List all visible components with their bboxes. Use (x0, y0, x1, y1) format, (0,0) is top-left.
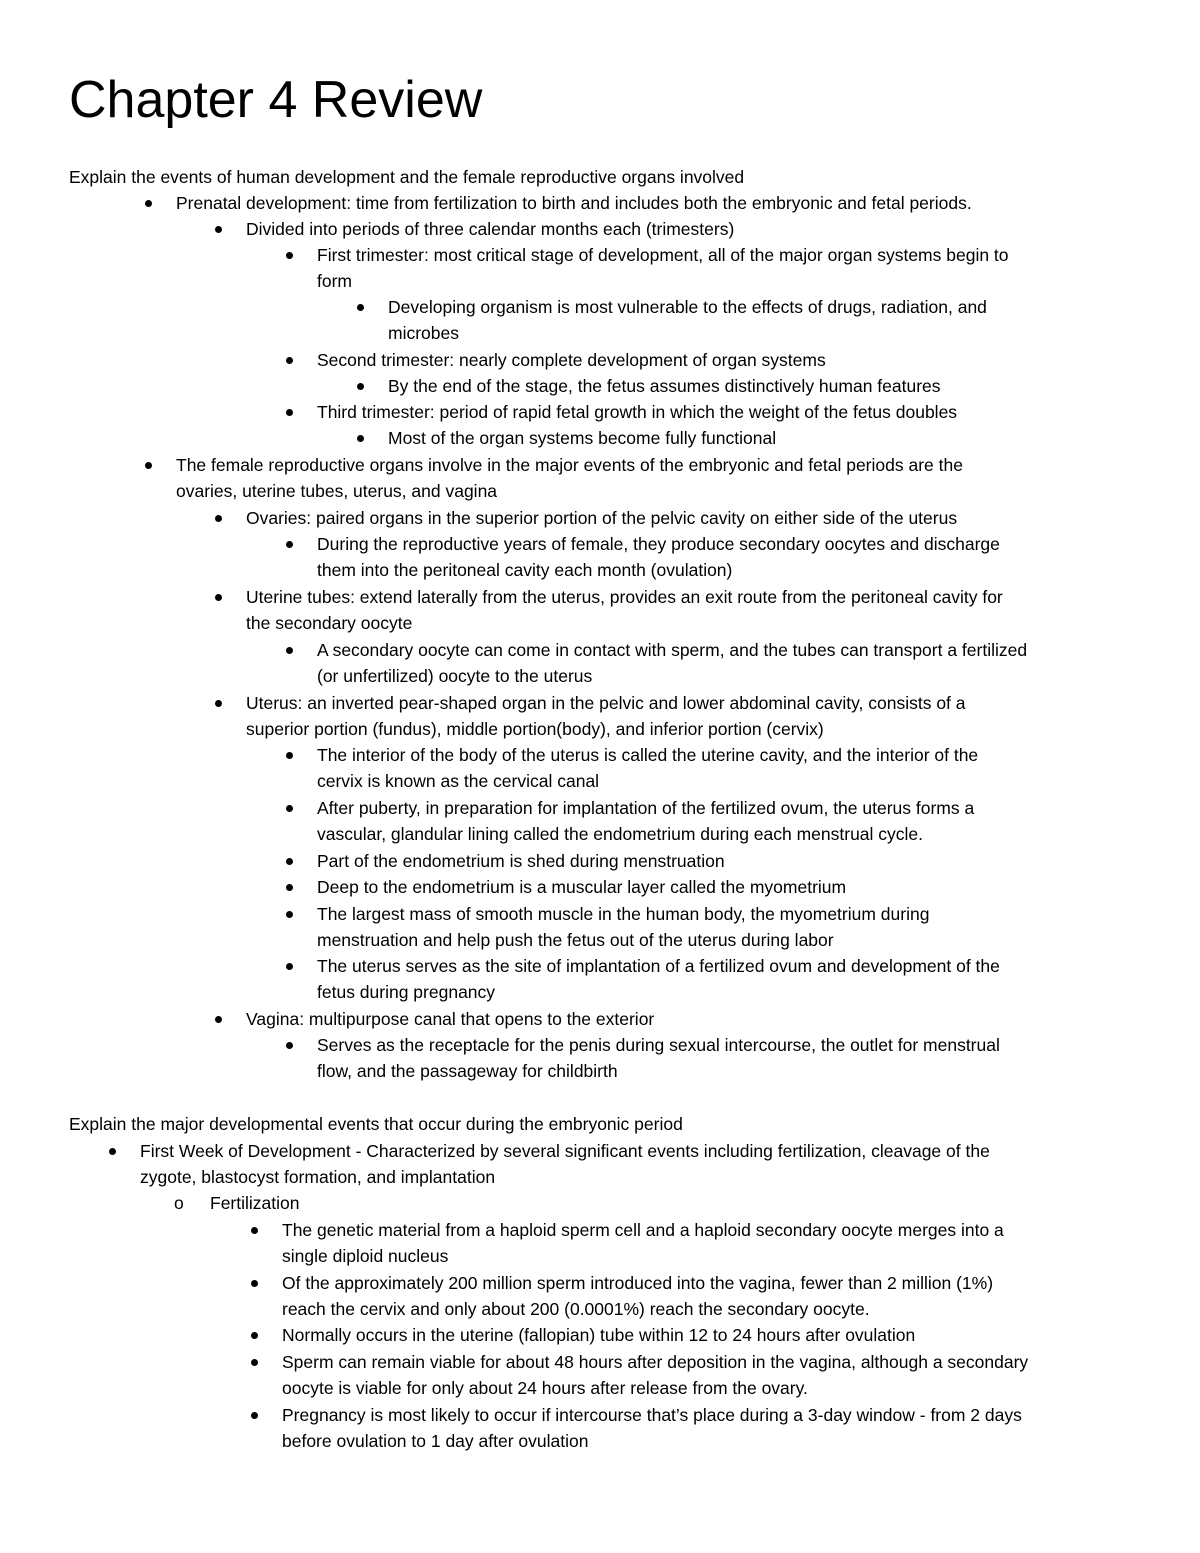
document-line: Normally occurs in the uterine (fallopian) tube within 12 to 24 hours after ovulation (282, 1325, 916, 1345)
document-line: fetus during pregnancy (317, 982, 496, 1002)
bullet-icon (251, 1359, 258, 1366)
document-line: ovaries, uterine tubes, uterus, and vagina (176, 481, 498, 501)
bullet-icon (215, 700, 222, 707)
bullet-icon (251, 1227, 258, 1234)
document-line: flow, and the passageway for childbirth (317, 1061, 618, 1081)
document-line: vascular, glandular lining called the endometrium during each menstrual cycle. (317, 824, 924, 844)
document-line: (or unfertilized) oocyte to the uterus (317, 666, 593, 686)
bullet-icon (286, 541, 293, 548)
bullet-icon (145, 200, 152, 207)
document-line: The largest mass of smooth muscle in the human body, the myometrium during (317, 904, 930, 924)
bullet-icon (286, 409, 293, 416)
bullet-icon (286, 357, 293, 364)
document-line: menstruation and help push the fetus out of the uterus during labor (317, 930, 834, 950)
document-line: Pregnancy is most likely to occur if intercourse that’s place during a 3-day window - from 2 days (282, 1405, 1022, 1425)
document-line: Deep to the endometrium is a muscular layer called the myometrium (317, 877, 847, 897)
document-line: Serves as the receptacle for the penis during sexual intercourse, the outlet for menstrual (317, 1035, 1000, 1055)
document-line: During the reproductive years of female, they produce secondary oocytes and discharge (317, 534, 1000, 554)
bullet-icon (109, 1148, 116, 1155)
document-line: before ovulation to 1 day after ovulation (282, 1431, 589, 1451)
bullet-icon (251, 1280, 258, 1287)
hollow-bullet-icon: o (174, 1193, 184, 1213)
document-line: Explain the events of human development and the female reproductive organs involved (69, 167, 745, 187)
document-line: Divided into periods of three calendar months each (trimesters) (246, 219, 735, 239)
document-line: the secondary oocyte (246, 613, 413, 633)
document-line: A secondary oocyte can come in contact with sperm, and the tubes can transport a fertilized (317, 640, 1028, 660)
document-line: The genetic material from a haploid sperm cell and a haploid secondary oocyte merges into a (282, 1220, 1004, 1240)
bullet-icon (215, 515, 222, 522)
bullet-icon (357, 383, 364, 390)
bullet-icon (251, 1412, 258, 1419)
bullet-icon (286, 647, 293, 654)
bullet-icon (215, 226, 222, 233)
document-line: Uterus: an inverted pear-shaped organ in the pelvic and lower abdominal cavity, consists of a (246, 693, 966, 713)
document-line: Fertilization (210, 1193, 300, 1213)
document-line: single diploid nucleus (282, 1246, 449, 1266)
document-line: superior portion (fundus), middle portion(body), and inferior portion (cervix) (246, 719, 824, 739)
bullet-icon (251, 1332, 258, 1339)
document-line: The female reproductive organs involve in the major events of the embryonic and fetal periods are the (176, 455, 963, 475)
document-line: First Week of Development - Characterized by several significant events including fertilization, cleavage of the (140, 1141, 990, 1161)
bullet-icon (215, 1016, 222, 1023)
document-line: By the end of the stage, the fetus assumes distinctively human features (388, 376, 941, 396)
document-line: Prenatal development: time from fertilization to birth and includes both the embryonic and fetal periods. (176, 193, 972, 213)
document-line: Vagina: multipurpose canal that opens to the exterior (246, 1009, 655, 1029)
document-line: them into the peritoneal cavity each month (ovulation) (317, 560, 733, 580)
document-line: Uterine tubes: extend laterally from the uterus, provides an exit route from the peritoneal cavity for (246, 587, 1003, 607)
document-line: Ovaries: paired organs in the superior portion of the pelvic cavity on either side of the uterus (246, 508, 958, 528)
document-line: Most of the organ systems become fully functional (388, 428, 777, 448)
document-line: Second trimester: nearly complete development of organ systems (317, 350, 826, 370)
document-line: The interior of the body of the uterus is called the uterine cavity, and the interior of the (317, 745, 979, 765)
document-line: After puberty, in preparation for implantation of the fertilized ovum, the uterus forms a (317, 798, 975, 818)
document-line: oocyte is viable for only about 24 hours after release from the ovary. (282, 1378, 808, 1398)
document-line: cervix is known as the cervical canal (317, 771, 600, 791)
bullet-icon (286, 858, 293, 865)
bullet-icon (286, 884, 293, 891)
page-title: Chapter 4 Review (69, 71, 483, 129)
document-line: form (317, 271, 352, 291)
bullet-icon (286, 252, 293, 259)
bullet-icon (357, 304, 364, 311)
document-line: Of the approximately 200 million sperm introduced into the vagina, fewer than 2 million (1%) (282, 1273, 994, 1293)
document-line: Sperm can remain viable for about 48 hours after deposition in the vagina, although a secondary (282, 1352, 1029, 1372)
document-line: Third trimester: period of rapid fetal growth in which the weight of the fetus doubles (317, 402, 958, 422)
document-line: microbes (388, 323, 459, 343)
document-line: reach the cervix and only about 200 (0.0001%) reach the secondary oocyte. (282, 1299, 870, 1319)
document-line: The uterus serves as the site of implantation of a fertilized ovum and development of the (317, 956, 1000, 976)
bullet-icon (286, 752, 293, 759)
document-line: Part of the endometrium is shed during menstruation (317, 851, 725, 871)
bullet-icon (286, 911, 293, 918)
bullet-icon (286, 1042, 293, 1049)
bullet-icon (215, 594, 222, 601)
document-line: Explain the major developmental events that occur during the embryonic period (69, 1114, 683, 1134)
document-line: First trimester: most critical stage of development, all of the major organ systems begin to (317, 245, 1009, 265)
bullet-icon (286, 963, 293, 970)
bullet-icon (145, 462, 152, 469)
bullet-icon (286, 805, 293, 812)
document-line: zygote, blastocyst formation, and implantation (140, 1167, 496, 1187)
bullet-icon (357, 435, 364, 442)
document-line: Developing organism is most vulnerable to the effects of drugs, radiation, and (388, 297, 987, 317)
